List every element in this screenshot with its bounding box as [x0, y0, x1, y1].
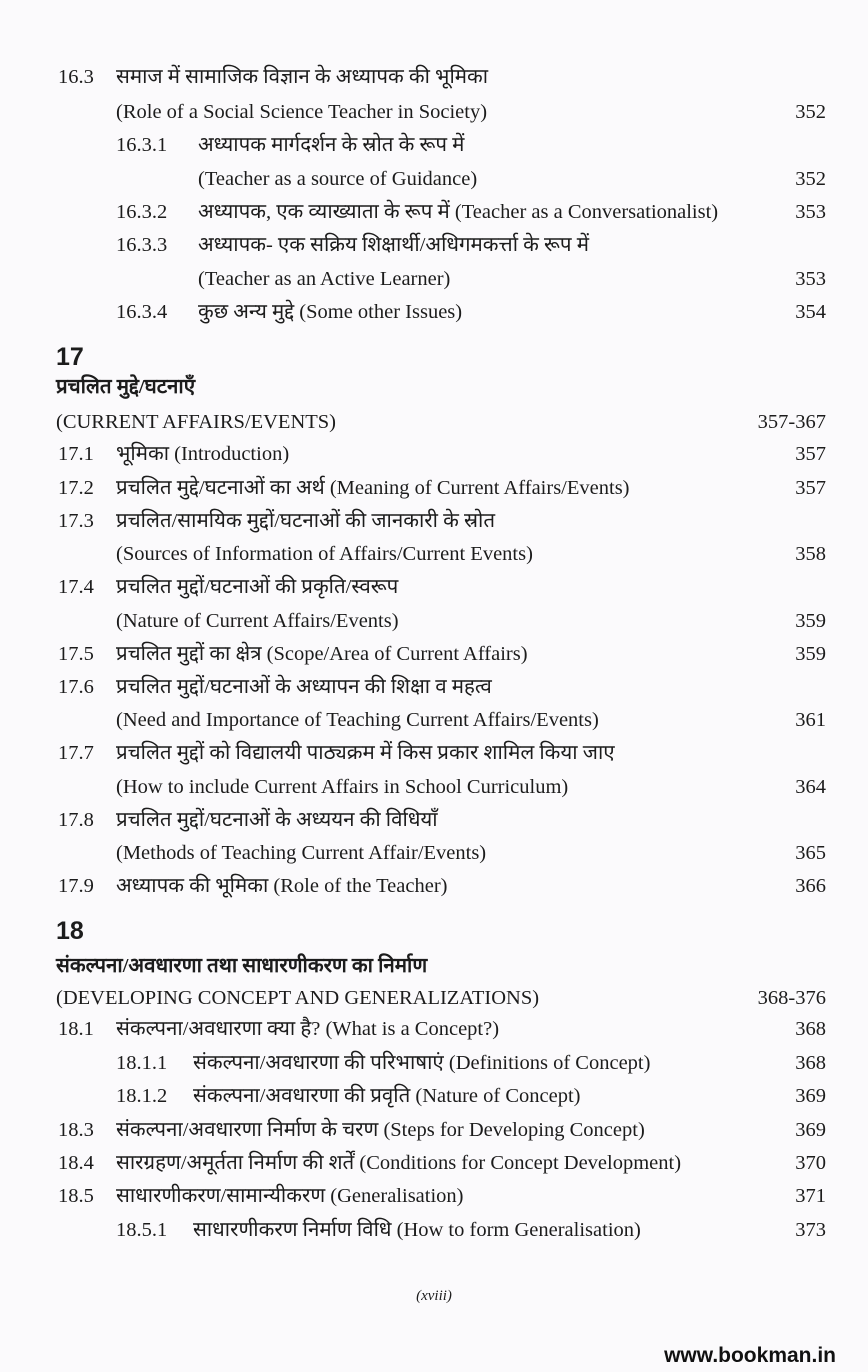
entry-title: (Nature of Current Affairs/Events)	[116, 610, 399, 632]
entry-page: 357	[795, 443, 826, 465]
entry-title: अध्यापक मार्गदर्शन के स्रोत के रूप में	[198, 134, 465, 156]
toc-entry	[0, 196, 868, 229]
entry-page: 371	[795, 1185, 826, 1207]
entry-title: संकल्पना/अवधारणा की प्रवृति (Nature of Concept)	[193, 1085, 581, 1107]
toc-entry	[0, 804, 868, 837]
toc-entry	[0, 571, 868, 604]
toc-entry	[0, 1013, 868, 1046]
entry-page: 369	[795, 1119, 826, 1141]
chapter-title-hindi: संकल्पना/अवधारणा तथा साधारणीकरण का निर्माण	[56, 955, 428, 977]
entry-page: 352	[795, 168, 826, 190]
chapter-page-range: 368-376	[757, 987, 826, 1009]
entry-title: अध्यापक- एक सक्रिय शिक्षार्थी/अधिगमकर्त्ता के रूप में	[198, 234, 589, 256]
entry-number: 17.2	[58, 477, 94, 499]
watermark-link: www.bookman.in	[664, 1344, 836, 1367]
chapter-number: 18	[56, 917, 84, 945]
entry-number: 17.9	[58, 875, 94, 897]
chapter-title-english: (DEVELOPING CONCEPT AND GENERALIZATIONS)	[56, 987, 540, 1009]
toc-entry	[0, 438, 868, 471]
entry-title: समाज में सामाजिक विज्ञान के अध्यापक की भूमिका	[116, 66, 489, 88]
entry-title: प्रचलित मुद्दे/घटनाओं का अर्थ (Meaning of Current Affairs/Events)	[116, 477, 630, 499]
entry-number: 18.5	[58, 1185, 94, 1207]
toc-entry	[0, 870, 868, 903]
entry-page: 361	[795, 709, 826, 731]
toc-entry	[0, 1047, 868, 1080]
toc-entry	[0, 1114, 868, 1147]
chapter-title-row	[0, 982, 868, 1015]
toc-entry	[0, 638, 868, 671]
entry-number: 17.7	[58, 742, 94, 764]
toc-entry	[0, 229, 868, 262]
entry-title: प्रचलित मुद्दों/घटनाओं के अध्यापन की शिक्षा व महत्व	[116, 676, 492, 698]
page-number-label: (xviii)	[416, 1288, 452, 1304]
entry-page: 358	[795, 543, 826, 565]
toc-entry	[0, 505, 868, 538]
entry-page: 364	[795, 776, 826, 798]
entry-page: 365	[795, 842, 826, 864]
entry-title: प्रचलित/सामयिक मुद्दों/घटनाओं की जानकारी के स्रोत	[116, 510, 496, 532]
entry-page: 354	[795, 301, 826, 323]
entry-title: साधारणीकरण/सामान्यीकरण (Generalisation)	[116, 1185, 464, 1207]
entry-number: 17.1	[58, 443, 94, 465]
entry-page: 359	[795, 643, 826, 665]
entry-number: 17.8	[58, 809, 94, 831]
toc-entry	[0, 671, 868, 704]
entry-number: 18.1	[58, 1018, 94, 1040]
entry-page: 353	[795, 268, 826, 290]
toc-entry	[0, 1080, 868, 1113]
entry-title: (Sources of Information of Affairs/Current Events)	[116, 543, 533, 565]
toc-entry	[0, 472, 868, 505]
toc-entry	[0, 163, 868, 196]
entry-number: 17.4	[58, 576, 94, 598]
entry-title: (Teacher as an Active Learner)	[198, 268, 451, 290]
entry-title: (Methods of Teaching Current Affair/Events)	[116, 842, 487, 864]
entry-title: प्रचलित मुद्दों का क्षेत्र (Scope/Area of Current Affairs)	[116, 643, 528, 665]
chapter-title-hindi: प्रचलित मुद्दे/घटनाएँ	[56, 376, 196, 398]
toc-entry	[0, 538, 868, 571]
entry-number: 18.1.1	[116, 1052, 168, 1074]
entry-page: 373	[795, 1219, 826, 1241]
toc-entry	[0, 771, 868, 804]
entry-page: 352	[795, 101, 826, 123]
entry-number: 16.3.2	[116, 201, 168, 223]
entry-title: सारग्रहण/अमूर्तता निर्माण की शर्तें (Conditions for Concept Development)	[116, 1152, 682, 1174]
entry-number: 16.3.3	[116, 234, 168, 256]
chapter-page-range: 357-367	[757, 411, 826, 433]
entry-title: कुछ अन्य मुद्दे (Some other Issues)	[198, 301, 463, 323]
entry-number: 17.6	[58, 676, 94, 698]
chapter-title-row	[0, 406, 868, 439]
entry-number: 17.3	[58, 510, 94, 532]
entry-number: 16.3.4	[116, 301, 168, 323]
toc-entry	[0, 1147, 868, 1180]
entry-number: 18.3	[58, 1119, 94, 1141]
toc-entry	[0, 1180, 868, 1213]
entry-title: भूमिका (Introduction)	[116, 443, 290, 465]
entry-page: 357	[795, 477, 826, 499]
entry-page: 368	[795, 1018, 826, 1040]
toc-entry	[0, 96, 868, 129]
entry-title: संकल्पना/अवधारणा की परिभाषाएं (Definitions of Concept)	[193, 1052, 651, 1074]
entry-number: 16.3.1	[116, 134, 168, 156]
entry-page: 353	[795, 201, 826, 223]
chapter-number: 17	[56, 343, 84, 371]
toc-entry	[0, 296, 868, 329]
entry-number: 16.3	[58, 66, 94, 88]
entry-title: (Need and Importance of Teaching Current Affairs/Events)	[116, 709, 599, 731]
entry-title: प्रचलित मुद्दों/घटनाओं के अध्ययन की विधियाँ	[116, 809, 438, 831]
entry-number: 18.1.2	[116, 1085, 168, 1107]
chapter-title-english: (CURRENT AFFAIRS/EVENTS)	[56, 411, 337, 433]
entry-page: 369	[795, 1085, 826, 1107]
entry-page: 370	[795, 1152, 826, 1174]
toc-entry	[0, 704, 868, 737]
entry-title: प्रचलित मुद्दों/घटनाओं की प्रकृति/स्वरूप	[116, 576, 399, 598]
toc-entry	[0, 1214, 868, 1247]
entry-page: 366	[795, 875, 826, 897]
entry-number: 18.5.1	[116, 1219, 168, 1241]
entry-title: (Teacher as a source of Guidance)	[198, 168, 478, 190]
toc-entry	[0, 263, 868, 296]
entry-title: प्रचलित मुद्दों को विद्यालयी पाठ्यक्रम में किस प्रकार शामिल किया जाए	[116, 742, 615, 764]
entry-page: 359	[795, 610, 826, 632]
toc-entry	[0, 61, 868, 94]
entry-title: साधारणीकरण निर्माण विधि (How to form Generalisation)	[193, 1219, 641, 1241]
toc-entry	[0, 129, 868, 162]
entry-title: (How to include Current Affairs in School Curriculum)	[116, 776, 569, 798]
entry-number: 18.4	[58, 1152, 94, 1174]
entry-number: 17.5	[58, 643, 94, 665]
entry-title: (Role of a Social Science Teacher in Society)	[116, 101, 488, 123]
toc-entry	[0, 837, 868, 870]
entry-title: अध्यापक की भूमिका (Role of the Teacher)	[116, 875, 448, 897]
toc-entry	[0, 605, 868, 638]
entry-title: संकल्पना/अवधारणा निर्माण के चरण (Steps for Developing Concept)	[116, 1119, 645, 1141]
entry-page: 368	[795, 1052, 826, 1074]
entry-title: अध्यापक, एक व्याख्याता के रूप में (Teacher as a Conversationalist)	[198, 201, 719, 223]
entry-title: संकल्पना/अवधारणा क्या है? (What is a Concept?)	[116, 1018, 500, 1040]
toc-entry	[0, 737, 868, 770]
